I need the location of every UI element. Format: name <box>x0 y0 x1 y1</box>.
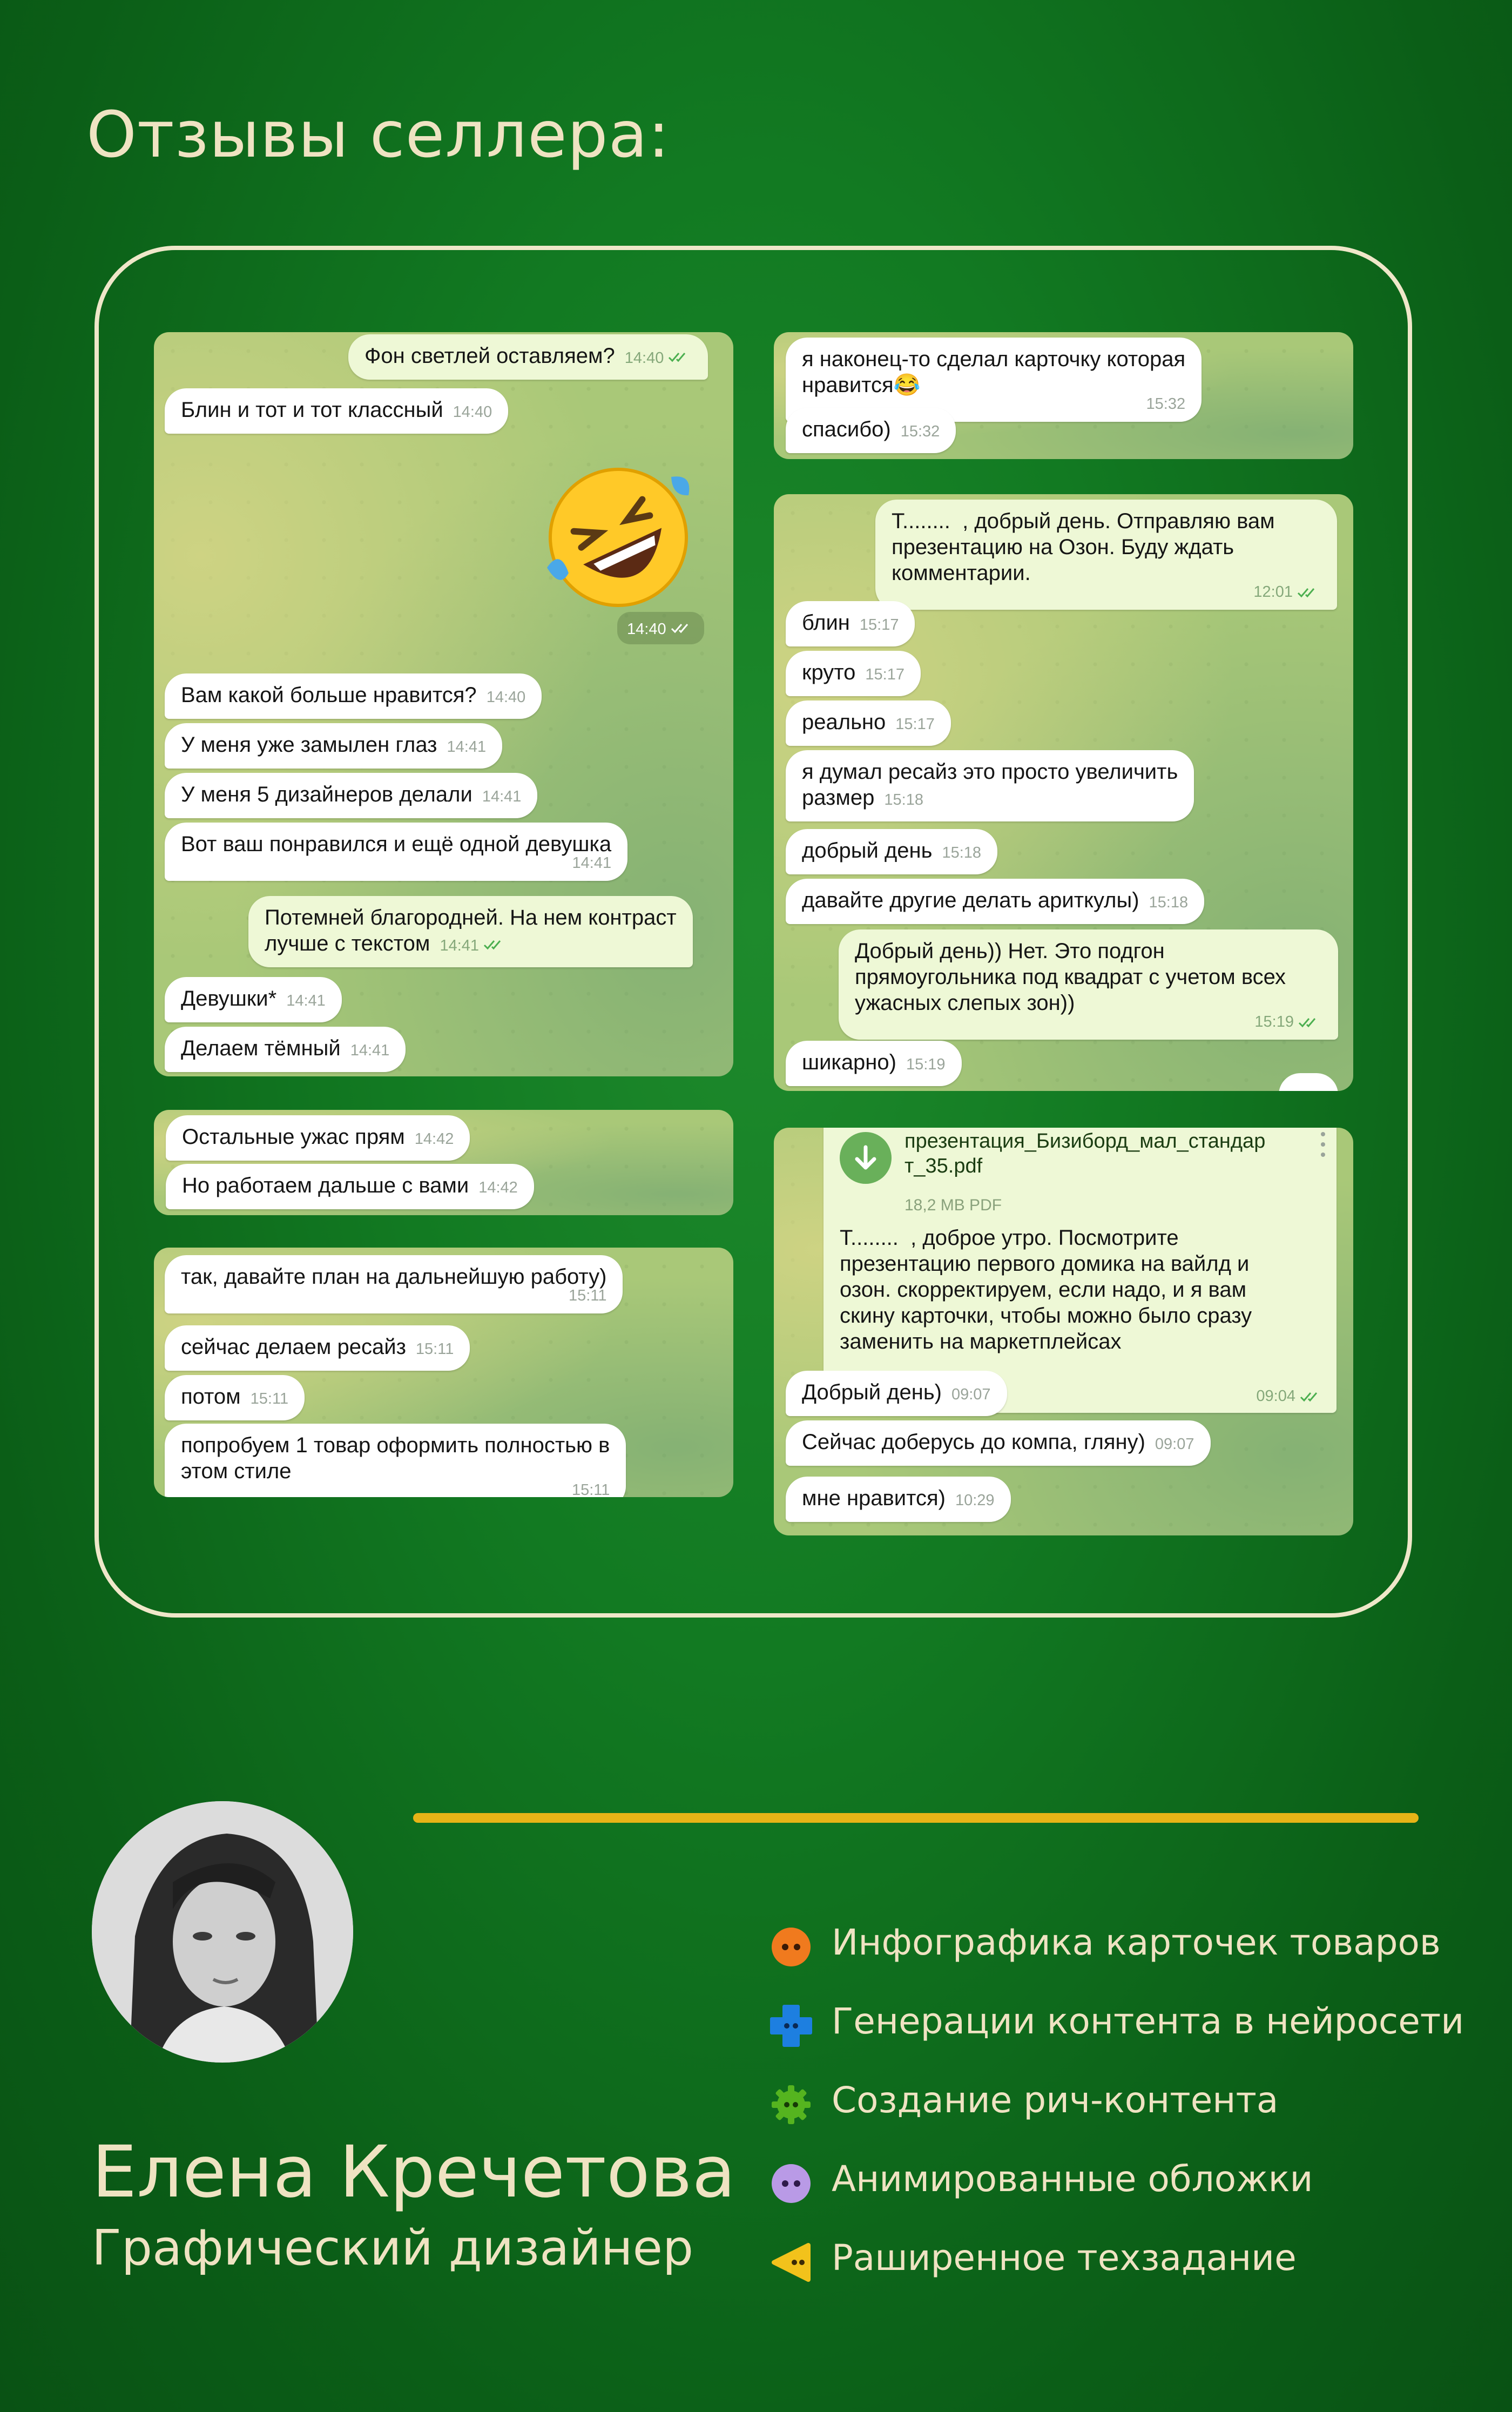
message-text: Делаем тёмный <box>181 1036 341 1060</box>
message-time: 09:07 <box>1155 1436 1194 1453</box>
service-label: Инфографика карточек товаров <box>832 1922 1441 1963</box>
read-checkmarks-icon <box>668 352 692 362</box>
chat-screenshot <box>154 1110 733 1215</box>
more-options-icon[interactable] <box>1320 1131 1326 1158</box>
file-name[interactable]: презентация_Бизиборд_мал_стандар т_35.pdf <box>905 1130 1266 1177</box>
message-time: 14:40 <box>627 621 666 638</box>
message-bubble <box>786 1477 1011 1522</box>
chat-screenshot <box>774 1128 1353 1535</box>
message-time: 14:41 <box>447 738 487 756</box>
message-text: Вот ваш понравился и ещё одной девушка <box>181 832 612 856</box>
message-bubble <box>786 879 1204 924</box>
message-text: Добрый день) <box>802 1380 942 1404</box>
message-bubble <box>165 723 502 769</box>
message-bubble <box>248 896 693 967</box>
purple-circle-icon <box>770 2162 813 2205</box>
file-size: 18,2 MB PDF <box>905 1196 1002 1214</box>
message-bubble <box>165 673 542 719</box>
message-text: У меня 5 дизайнеров делали <box>181 783 473 806</box>
message-bubble <box>166 1115 470 1161</box>
message-text: Сейчас доберусь до компа, гляну) <box>802 1430 1145 1454</box>
message-time: 14:41 <box>286 992 326 1009</box>
accent-divider <box>413 1813 1419 1823</box>
chat-screenshot <box>774 332 1353 459</box>
message-time: 14:41 <box>482 788 522 805</box>
message-bubble <box>165 1027 406 1072</box>
message-text: Т........ , добрый день. Отправляю вам презентацию на Озон. Буду ждать комментарии. <box>892 509 1275 585</box>
message-time: 14:41 <box>572 854 612 872</box>
message-bubble <box>786 700 951 746</box>
message-text: Фон светлей оставляем? <box>364 344 615 368</box>
message-text: Вам какой больше нравится? <box>181 683 477 707</box>
message-text: реально <box>802 710 886 734</box>
message-text: добрый день <box>802 839 933 863</box>
message-text: я наконец-то сделал карточку которая нравится😂 <box>802 347 1186 397</box>
message-time: 14:40 <box>453 403 492 421</box>
message-bubble <box>786 601 915 646</box>
message-text: попробуем 1 товар оформить полностью в этом стиле <box>181 1433 610 1483</box>
message-time-value: 09:04 <box>1256 1387 1295 1405</box>
message-text: Потемней благородней. На нем контраст лучше с текстом <box>265 906 677 955</box>
message-bubble <box>839 929 1338 1040</box>
message-time: 15:18 <box>884 791 923 809</box>
author-role: Графический дизайнер <box>92 2220 694 2276</box>
message-bubble <box>786 750 1194 821</box>
page-title: Отзывы селлера: <box>86 97 670 172</box>
message-text: сейчас делаем ресайз <box>181 1335 406 1359</box>
message-time: 14:42 <box>414 1130 454 1148</box>
message-text: Блин и тот и тот классный <box>181 398 443 422</box>
message-time: 09:07 <box>951 1386 991 1403</box>
message-text: Остальные ужас прям <box>182 1125 405 1149</box>
chat-screenshot <box>154 1248 733 1497</box>
message-bubble <box>165 1375 305 1420</box>
message-time: 15:17 <box>859 616 899 634</box>
message-text: потом <box>181 1385 241 1409</box>
message-bubble <box>165 1325 470 1371</box>
download-icon[interactable] <box>840 1132 892 1184</box>
message-time: 14:40 <box>486 689 526 706</box>
message-text: блин <box>802 611 850 635</box>
read-checkmarks-icon <box>1298 1017 1322 1028</box>
message-text: давайте другие делать ариткулы) <box>802 888 1139 912</box>
chat-screenshot <box>154 332 733 1076</box>
message-time <box>865 1013 1322 1031</box>
message-bubble <box>875 500 1337 610</box>
message-bubble <box>824 1128 1336 1413</box>
message-time: 15:32 <box>900 423 940 440</box>
yellow-triangle-icon <box>770 2241 813 2284</box>
message-text: шикарно) <box>802 1050 896 1074</box>
message-bubble <box>786 651 921 696</box>
orange-circle-icon <box>770 1925 813 1969</box>
message-text: Но работаем дальше с вами <box>182 1174 469 1197</box>
message-bubble <box>348 334 708 380</box>
message-text: Девушки* <box>181 987 277 1010</box>
message-time: 15:11 <box>571 1481 610 1497</box>
message-time-value: 12:01 <box>1253 583 1293 601</box>
message-text: Т........ , доброе утро. Посмотрите презентацию первого домика на вайлд и озон. скорректируем, если надо, и я вам скину карточки, чтобы можно было сразу заменить на маркетплейсах <box>840 1226 1252 1353</box>
service-label: Создание рич-контента <box>832 2079 1279 2121</box>
message-time: 14:40 <box>624 349 664 367</box>
message-bubble <box>165 773 537 818</box>
message-text: круто <box>802 661 856 684</box>
message-time <box>1256 1387 1324 1405</box>
message-time: 15:11 <box>415 1340 454 1358</box>
message-bubble <box>166 1164 534 1209</box>
blue-cross-icon <box>770 2004 813 2047</box>
service-label: Анимированные обложки <box>832 2158 1313 2200</box>
service-label: Генерации контента в нейросети <box>832 2000 1464 2042</box>
message-bubble <box>786 408 956 453</box>
message-time: 15:11 <box>250 1390 289 1407</box>
read-checkmarks-icon <box>483 939 507 950</box>
author-name: Елена Кречетова <box>92 2131 736 2214</box>
green-gear-icon <box>770 2083 813 2126</box>
message-text: У меня уже замылен глаз <box>181 733 437 757</box>
message-bubble <box>165 1255 623 1313</box>
message-bubble <box>786 1420 1211 1466</box>
read-checkmarks-icon <box>671 623 694 634</box>
message-time: 15:18 <box>1149 894 1189 911</box>
message-time-value: 15:19 <box>1254 1013 1294 1030</box>
read-checkmarks-icon <box>1300 1391 1324 1402</box>
message-time: 14:41 <box>440 937 480 954</box>
service-label: Раширенное техзадание <box>832 2237 1297 2279</box>
message-bubble <box>165 388 508 434</box>
message-time: 15:32 <box>1146 395 1186 413</box>
message-time: 15:19 <box>906 1056 946 1073</box>
message-time: 15:17 <box>895 716 935 733</box>
message-time: 14:41 <box>350 1042 390 1059</box>
message-text: мне нравится) <box>802 1486 946 1510</box>
message-time: 10:29 <box>955 1492 995 1509</box>
message-text: спасибо) <box>802 417 891 441</box>
message-bubble <box>165 823 627 881</box>
message-time-pill <box>617 612 704 644</box>
message-bubble <box>786 1041 962 1086</box>
message-bubble <box>165 977 342 1022</box>
chat-screenshot <box>774 494 1353 1091</box>
scroll-down-button[interactable] <box>1279 1073 1338 1091</box>
message-time: 15:17 <box>865 666 905 683</box>
message-time: 15:18 <box>942 844 982 861</box>
message-text: так, давайте план на дальнейшую работу) <box>181 1265 607 1289</box>
message-text: я думал ресайз это просто увеличить размер <box>802 760 1178 810</box>
message-time: 14:42 <box>478 1179 518 1196</box>
read-checkmarks-icon <box>1297 587 1321 598</box>
message-time: 15:11 <box>569 1287 607 1304</box>
message-text: Добрый день)) Нет. Это подгон прямоугольника под квадрат с учетом всех ужасных слепых зон)) <box>855 939 1286 1015</box>
rolling-on-floor-laughing-emoji-icon <box>543 462 694 613</box>
message-time <box>901 583 1321 601</box>
message-bubble <box>786 1371 1007 1416</box>
message-bubble <box>786 829 997 874</box>
avatar <box>92 1801 353 2063</box>
message-bubble <box>165 1424 626 1497</box>
